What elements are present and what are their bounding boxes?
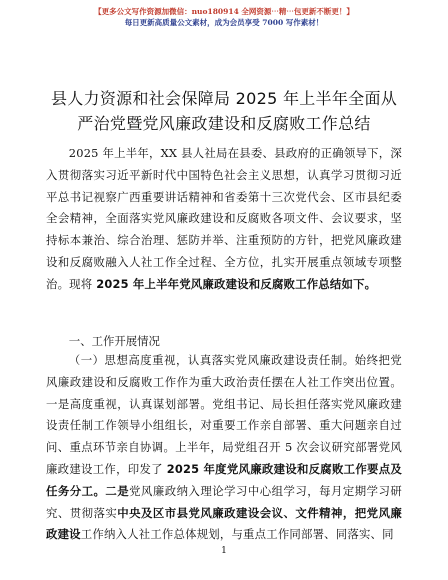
document-title-line2: 严治党暨党风廉政建设和反腐败工作总结 [77,114,371,133]
document-title-line1: 县人力资源和社会保障局 2025 年上半年全面从 [50,89,398,108]
document-title [28,86,420,136]
p2-bold-text1: 2025 年度党风廉政建设和反腐败工作要点及任务分工。 [46,461,402,498]
p2-text-part1: （一）思想高度重视，认真落实党风廉政建设责任制。始终把党风廉政建设和反腐败工作作为重大政治责任摆在人社工作突出位置。一是高度重视，认真谋划部署。党组书记、局长担任落实党风廉政建设责任制工作领导小组组长，对重要工作亲自部署、重大问题亲自过问、重点环节亲自协调。上半年，局党组召开 5 次会议研究部署党风廉政建设工作，印发了 [46,353,402,476]
intro-paragraph [46,143,402,296]
p2-text-part3: 工作纳入人社工作总体规划，与重点工作同部署、同落实、同 [80,527,394,542]
intro-text: 2025 年上半年，XX 县人社局在县委、县政府的正确领导下，深入贯彻落实习近平新时代中国特色社会主义思想，认真学习贯彻习近平总书记视察广西重要讲话精神和省委第十三次党代会、区市县纪委全会精神，全面落实党风廉政建设和反腐败各项文件、会议要求，坚持标本兼治、综合治理、惩防并举、注重预防的方针，把党风廉政建设和反腐败融入人社工作全过程、全方位，扎实开展重点领域专项整治。现将 [46,146,402,291]
p2-text-part2: 党风廉政纳入理论学习中心组学习，每月定期学习研究、贯彻落实 [46,483,403,520]
p2-bold-text3: 中央及区市县党风廉政建设会议、文件精神，把党风廉政建设 [46,505,402,542]
header-banner-line1: 【更多公文写作资源加微信：nuo180914 全网资源⋯精⋯包更新不断更！】 [94,7,354,16]
body-paragraph-1 [46,350,402,546]
header-banner [0,6,448,28]
section-heading-1: 一、工作开展情况 [68,334,160,348]
intro-bold-text: 2025 年上半年党风廉政建设和反腐败工作总结如下。 [96,276,377,291]
page-number: 1 [221,546,227,556]
header-banner-line2: 每日更新高质量公文素材，成为会员享受 7000 写作素材！ [124,18,324,27]
p2-bold-text2: 二是 [105,483,130,498]
